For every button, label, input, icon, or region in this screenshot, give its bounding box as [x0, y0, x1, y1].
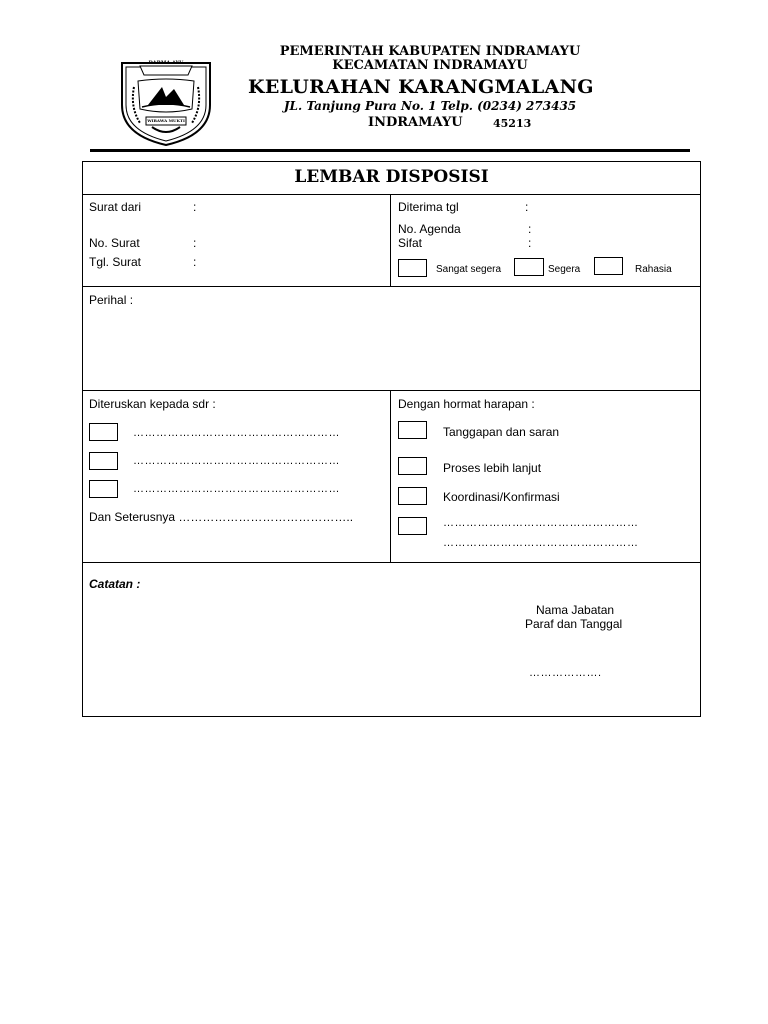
header-district: KECAMATAN INDRAMAYU	[332, 58, 528, 73]
option-label-koordinasi: Koordinasi/Konfirmasi	[443, 490, 560, 504]
header-postcode: 45213	[493, 117, 532, 130]
field-label-diterima-tgl: Diterima tgl	[398, 200, 459, 214]
regency-emblem-icon	[118, 57, 214, 147]
perihal-label: Perihal :	[89, 293, 134, 307]
catatan-label: Catatan :	[89, 577, 141, 591]
field-label-tgl-surat: Tgl. Surat	[89, 255, 142, 269]
checkbox-koordinasi[interactable]	[398, 487, 427, 505]
field-label-sifat: Sifat	[398, 236, 423, 250]
form-title: LEMBAR DISPOSISI	[294, 167, 489, 187]
emblem-banner-text: DARMA AYU	[148, 60, 184, 66]
option-label-tanggapan: Tanggapan dan saran	[443, 425, 560, 439]
checkbox-lainnya[interactable]	[398, 517, 427, 535]
form-rule	[82, 390, 701, 391]
checkbox-diteruskan-1[interactable]	[89, 423, 118, 441]
checkbox-tanggapan[interactable]	[398, 421, 427, 439]
header-title: KELURAHAN KARANGMALANG	[248, 76, 594, 98]
checkbox-proses[interactable]	[398, 457, 427, 475]
form-rule	[82, 194, 701, 195]
field-label-no-agenda: No. Agenda	[398, 222, 461, 236]
form-divider	[390, 390, 391, 562]
harapan-label: Dengan hormat harapan :	[398, 397, 535, 411]
field-sep: :	[193, 236, 197, 250]
header-city: INDRAMAYU	[368, 115, 463, 130]
dan-seterusnya: Dan Seterusnya ……………………………………..	[89, 510, 354, 524]
form-rule	[82, 562, 701, 563]
form-divider	[390, 194, 391, 286]
form-border	[82, 161, 701, 717]
field-sep: :	[193, 255, 197, 269]
field-sep: :	[528, 236, 532, 250]
checkbox-rahasia[interactable]	[594, 257, 623, 275]
emblem-lower-text: WIBAWA MUKTI	[147, 118, 185, 123]
header-government: PEMERINTAH KABUPATEN INDRAMAYU	[279, 44, 581, 59]
field-sep: :	[193, 200, 197, 214]
form-rule	[82, 286, 701, 287]
checkbox-diteruskan-3[interactable]	[89, 480, 118, 498]
diteruskan-label: Diteruskan kepada sdr :	[89, 397, 216, 411]
field-sep: :	[525, 200, 529, 214]
option-label-rahasia: Rahasia	[635, 264, 672, 275]
header-address: JL. Tanjung Pura No. 1 Telp. (0234) 273435	[283, 99, 577, 113]
field-label-surat-dari: Surat dari	[89, 200, 142, 214]
diteruskan-dots-1: ………………………………………………	[133, 427, 340, 439]
harapan-dots-1: ……………………………………………	[443, 517, 639, 529]
checkbox-diteruskan-2[interactable]	[89, 452, 118, 470]
checkbox-segera[interactable]	[514, 258, 544, 276]
option-label-proses: Proses lebih lanjut	[443, 461, 542, 475]
signature-dots: ……………….	[529, 667, 602, 679]
field-label-no-surat: No. Surat	[89, 236, 140, 250]
option-label-segera: Segera	[548, 264, 581, 275]
checkbox-sangat-segera[interactable]	[398, 259, 427, 277]
letterhead-rule	[90, 149, 690, 152]
signature-position: Nama Jabatan	[536, 603, 615, 617]
signature-paraf: Paraf dan Tanggal	[525, 617, 623, 631]
diteruskan-dots-3: ………………………………………………	[133, 483, 340, 495]
option-label-sangat-segera: Sangat segera	[436, 264, 502, 275]
harapan-dots-2: ……………………………………………	[443, 537, 639, 549]
field-sep: :	[528, 222, 532, 236]
diteruskan-dots-2: ………………………………………………	[133, 455, 340, 467]
